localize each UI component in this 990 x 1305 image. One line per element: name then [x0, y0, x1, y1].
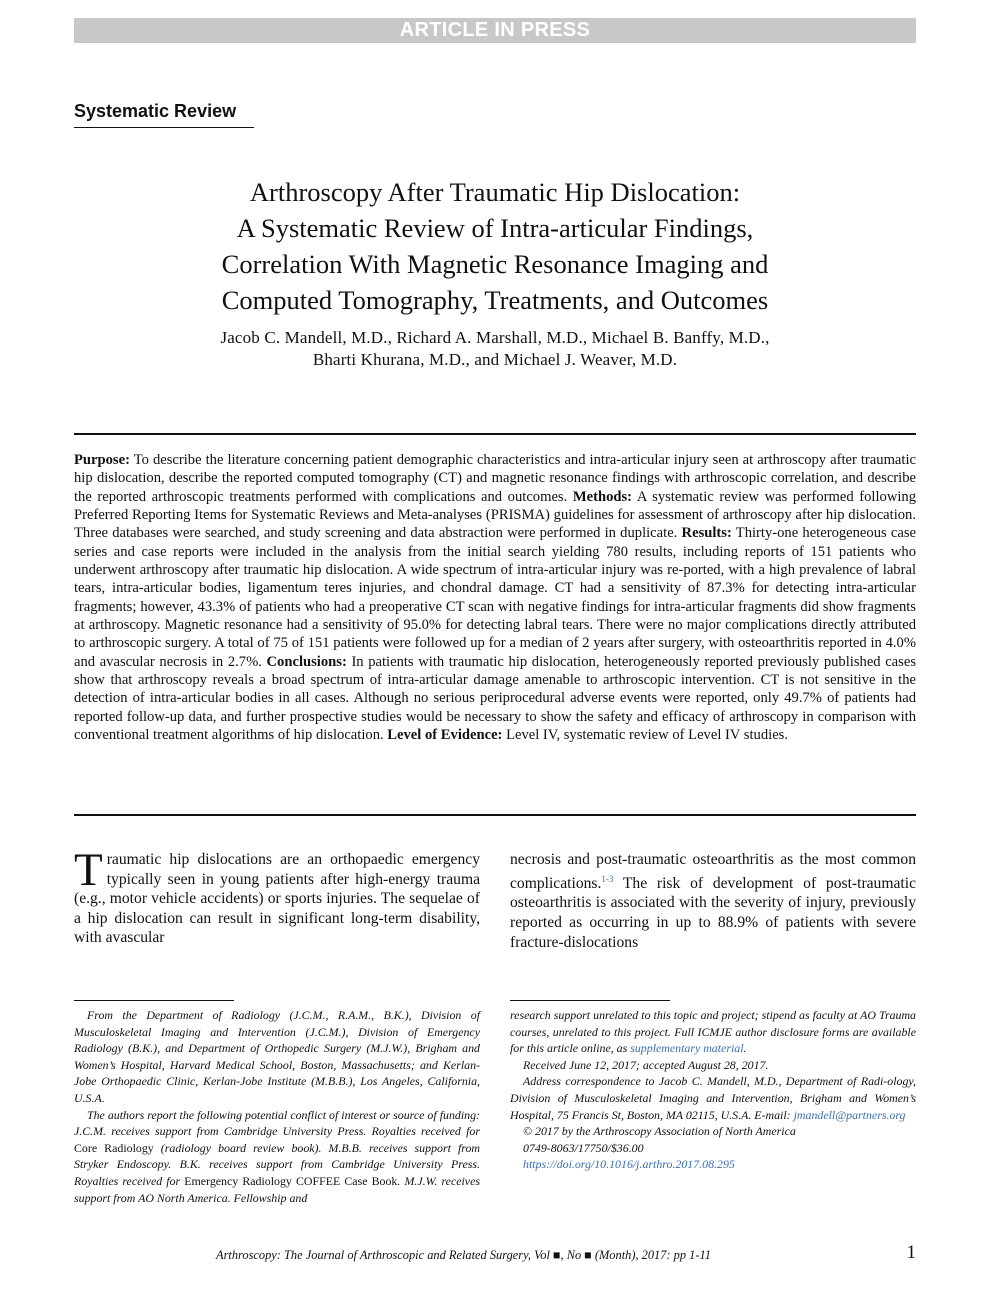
- copyright: © 2017 by the Arthroscopy Association of North America: [523, 1124, 796, 1139]
- section-label: Systematic Review: [74, 101, 254, 128]
- level-label: Level of Evidence:: [387, 727, 503, 744]
- received-date: Received June 12, 2017; accepted August 28, 2017.: [523, 1057, 769, 1072]
- level-text: Level IV, systematic review of Level IV studies.: [506, 727, 788, 744]
- abstract-top-rule: [74, 433, 916, 435]
- body-text: raumatic hip dislocations are an orthopaedic emergency typically seen in young patients after high-energy trauma (e.g., motor vehicle accidents) or sports injuries. The sequelae of a hip dislocation can result in significant long-term disability, with avascular: [74, 851, 480, 947]
- results-label: Results:: [681, 525, 732, 542]
- affiliation-note: From the Department of Radiology (J.C.M., R.A.M., B.K.), Division of Musculoskeletal Imaging and Intervention (J.C.M.), Division of Emergency Radiology (B.K.), and Department of Orthopedic Surgery (M.J.W.), Brigham and Women’s Hospital, Harvard Medical School, Boston, Massachusetts; and Kerlan-Jobe Orthopaedic Clinic, Kerlan-Jobe Institute (M.B.B.), Los Angeles, California, U.S.A.: [74, 1008, 480, 1105]
- purpose-text: To describe the literature concerning patient demographic characteristics and intra-articular injury seen at arthroscopy after traumatic hip dislocation, describe the reported computed tomography (CT) and magnetic resonance findings with arthroscopic correlation, and describe the reported arthroscopic treatments performed with complications and outcomes.: [74, 452, 916, 505]
- footnotes-right: [510, 1007, 916, 1173]
- conclusions-text: In patients with traumatic hip dislocation, heterogeneously reported previously published cases show that arthroscopy reveals a broad spectrum of intra-articular damage amenable to arthroscopic intervention. CT is not sensitive in the detection of intra-articular bodies in all cases. Although no serious periprocedural adverse events were reported, only 49.7% of patients had reported follow-up data, and further prospective studies would be necessary to show the safety and efficacy of arthroscopy in comparison with conventional treatment algorithms of hip dislocation.: [74, 653, 916, 744]
- drop-cap: T: [74, 844, 103, 896]
- author-line: Jacob C. Mandell, M.D., Richard A. Marshall, M.D., Michael B. Banffy, M.D.,: [220, 328, 770, 347]
- email-link[interactable]: jmandell@partners.org: [793, 1107, 906, 1122]
- disclosure-continuation: [510, 1007, 916, 1057]
- body-text: The risk of development of post-traumatic osteoarthritis is associated with the severity of injury, previously reported as occurring in up to 88.9% of patients with severe fracture-dislocations: [510, 874, 916, 951]
- conflict-of-interest-note: [74, 1107, 480, 1207]
- book-title: Core Radiology: [74, 1140, 154, 1155]
- doi-link-row: [510, 1156, 916, 1173]
- results-text: Thirty-one heterogeneous case series and case reports were included in the analysis from the initial search yielding 780 results, including reports of 151 patients who underwent arthroscopy after traumatic hip dislocation. A wide spectrum of intra-articular injury was re-ported, with a high prevalence of labral tears, intra-articular bodies, ligamentum teres injuries, and chondral damage. CT had a sensitivity of 87.3% for detecting intra-articular fragments; however, 43.3% of patients who had a preoperative CT scan with negative findings for intra-articular fragments did show fragments at arthroscopy. Magnetic resonance had a sensitivity of 95.0% for detecting labral tears. There were no major complications directly attributed to arthroscopic surgery. A total of 75 of 151 patients were followed up for a median of 2 years after surgery, with osteoarthritis reported in 4.0% and avascular necrosis in 2.7%.: [74, 525, 917, 670]
- article-title: [74, 174, 916, 318]
- author-line: Bharti Khurana, M.D., and Michael J. Weaver, M.D.: [312, 350, 678, 369]
- coi-text: (radiology board review book). M.B.B. receives support from Stryker Endoscopy. B.K. receives support from Cambridge University Press. Royalties received for: [74, 1140, 480, 1188]
- methods-text: A systematic review was performed following Preferred Reporting Items for Systematic Reviews and Meta-analyses (PRISMA) guidelines for assessment of arthroscopy after hip dislocation. Three databases were searched, and study screening and data abstraction were performed in duplicate.: [74, 488, 917, 542]
- issn: 0749-8063/17750/$36.00: [523, 1140, 644, 1155]
- purpose-label: Purpose:: [74, 452, 130, 468]
- author-list: [74, 327, 916, 371]
- body-text: necrosis and post-traumatic osteoarthritis as the most common complications.: [510, 851, 916, 892]
- banner-text: ARTICLE IN PRESS: [399, 19, 591, 41]
- body-column-right: [510, 850, 916, 952]
- methods-label: Methods:: [572, 488, 633, 505]
- footnote-rule: [510, 1000, 670, 1001]
- doi-link[interactable]: https://doi.org/10.1016/j.arthro.2017.08.295: [523, 1157, 735, 1172]
- body-column-left: [74, 844, 480, 948]
- coi-text: . M.J.W. receives support from AO North America. Fellowship and: [74, 1173, 480, 1205]
- footnotes-left: [74, 1007, 480, 1206]
- abstract-bottom-rule: [74, 814, 916, 816]
- title-line: Correlation With Magnetic Resonance Imaging and: [221, 249, 769, 279]
- book-title: Emergency Radiology COFFEE Case Book: [184, 1173, 398, 1188]
- title-line: A Systematic Review of Intra-articular Findings,: [236, 213, 754, 243]
- page-number: 1: [906, 1242, 916, 1263]
- coi-text: The authors report the following potential conflict of interest or source of funding: J.C.M. receives support from Cambridge University Press. Royalties received for: [74, 1107, 480, 1139]
- footnote-rule: [74, 1000, 234, 1001]
- correspondence-address: [510, 1073, 916, 1123]
- address-text: Address correspondence to Jacob C. Mandell, M.D., Department of Radi-ology, Division of Musculoskeletal Imaging and Intervention, Brigham and Women’s Hospital, 75 Francis St, Boston, MA 02115, U.S.A. E-mail:: [510, 1074, 916, 1122]
- journal-citation: Arthroscopy: The Journal of Arthroscopic and Related Surgery, Vol ■, No ■ (Month), 2017: pp 1-11: [216, 1248, 711, 1262]
- conclusions-label: Conclusions:: [266, 653, 347, 670]
- title-line: Arthroscopy After Traumatic Hip Dislocation:: [249, 177, 741, 207]
- article-in-press-banner: [74, 18, 916, 43]
- disclosure-text: .: [743, 1041, 747, 1056]
- reference-link[interactable]: 1-3: [601, 873, 614, 884]
- supplementary-material-link[interactable]: supplementary material: [630, 1041, 744, 1056]
- title-line: Computed Tomography, Treatments, and Outcomes: [221, 285, 769, 315]
- abstract: [74, 451, 916, 745]
- disclosure-text: research support unrelated to this topic and project; stipend as faculty at AO Trauma courses, unrelated to this project. Full ICMJE author disclosure forms are available for this article online, as: [510, 1008, 916, 1056]
